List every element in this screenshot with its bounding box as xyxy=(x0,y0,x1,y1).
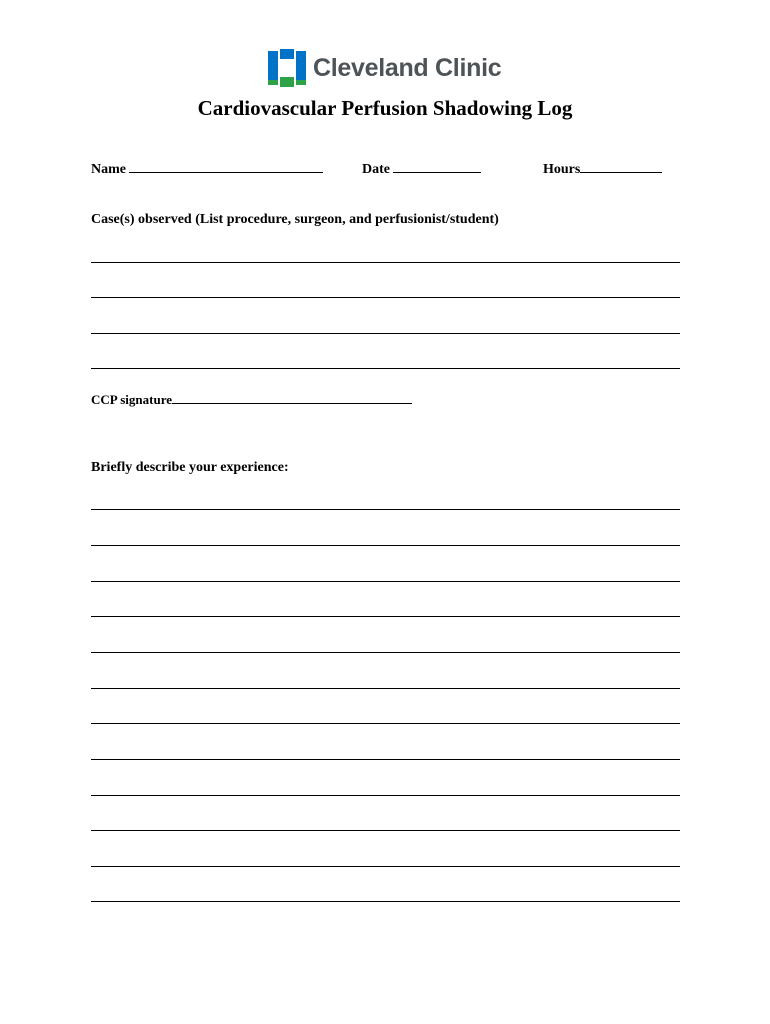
date-label: Date xyxy=(362,162,390,177)
hours-input-line[interactable] xyxy=(580,159,662,173)
experience-line[interactable] xyxy=(91,509,680,510)
hours-field xyxy=(543,159,662,178)
date-input-line[interactable] xyxy=(393,159,481,173)
hours-label: Hours xyxy=(543,162,581,177)
cases-line[interactable] xyxy=(91,297,680,298)
logo-wordmark: Cleveland Clinic xyxy=(313,53,502,82)
cases-line[interactable] xyxy=(91,333,680,334)
page-title: Cardiovascular Perfusion Shadowing Log xyxy=(197,96,573,120)
cases-line[interactable] xyxy=(91,368,680,369)
experience-line[interactable] xyxy=(91,830,680,831)
cases-line[interactable] xyxy=(91,262,680,263)
experience-label: Briefly describe your experience: xyxy=(91,460,289,475)
experience-line[interactable] xyxy=(91,723,680,724)
ccp-signature-line[interactable] xyxy=(172,390,412,404)
name-field xyxy=(91,159,323,178)
cleveland-clinic-logo xyxy=(268,48,501,88)
cases-observed-label: Case(s) observed (List procedure, surgeon, and perfusionist/student) xyxy=(91,212,499,227)
experience-line[interactable] xyxy=(91,795,680,796)
experience-line[interactable] xyxy=(91,901,680,902)
ccp-signature-field xyxy=(91,390,412,408)
name-input-line[interactable] xyxy=(129,159,323,173)
date-field xyxy=(362,159,481,178)
name-label: Name xyxy=(91,162,126,177)
experience-line[interactable] xyxy=(91,581,680,582)
experience-line[interactable] xyxy=(91,545,680,546)
experience-line[interactable] xyxy=(91,616,680,617)
ccp-signature-label: CCP signature xyxy=(91,392,173,407)
cleveland-clinic-cross-logo-icon xyxy=(268,49,306,87)
experience-line[interactable] xyxy=(91,652,680,653)
experience-line[interactable] xyxy=(91,759,680,760)
experience-line[interactable] xyxy=(91,866,680,867)
experience-line[interactable] xyxy=(91,688,680,689)
